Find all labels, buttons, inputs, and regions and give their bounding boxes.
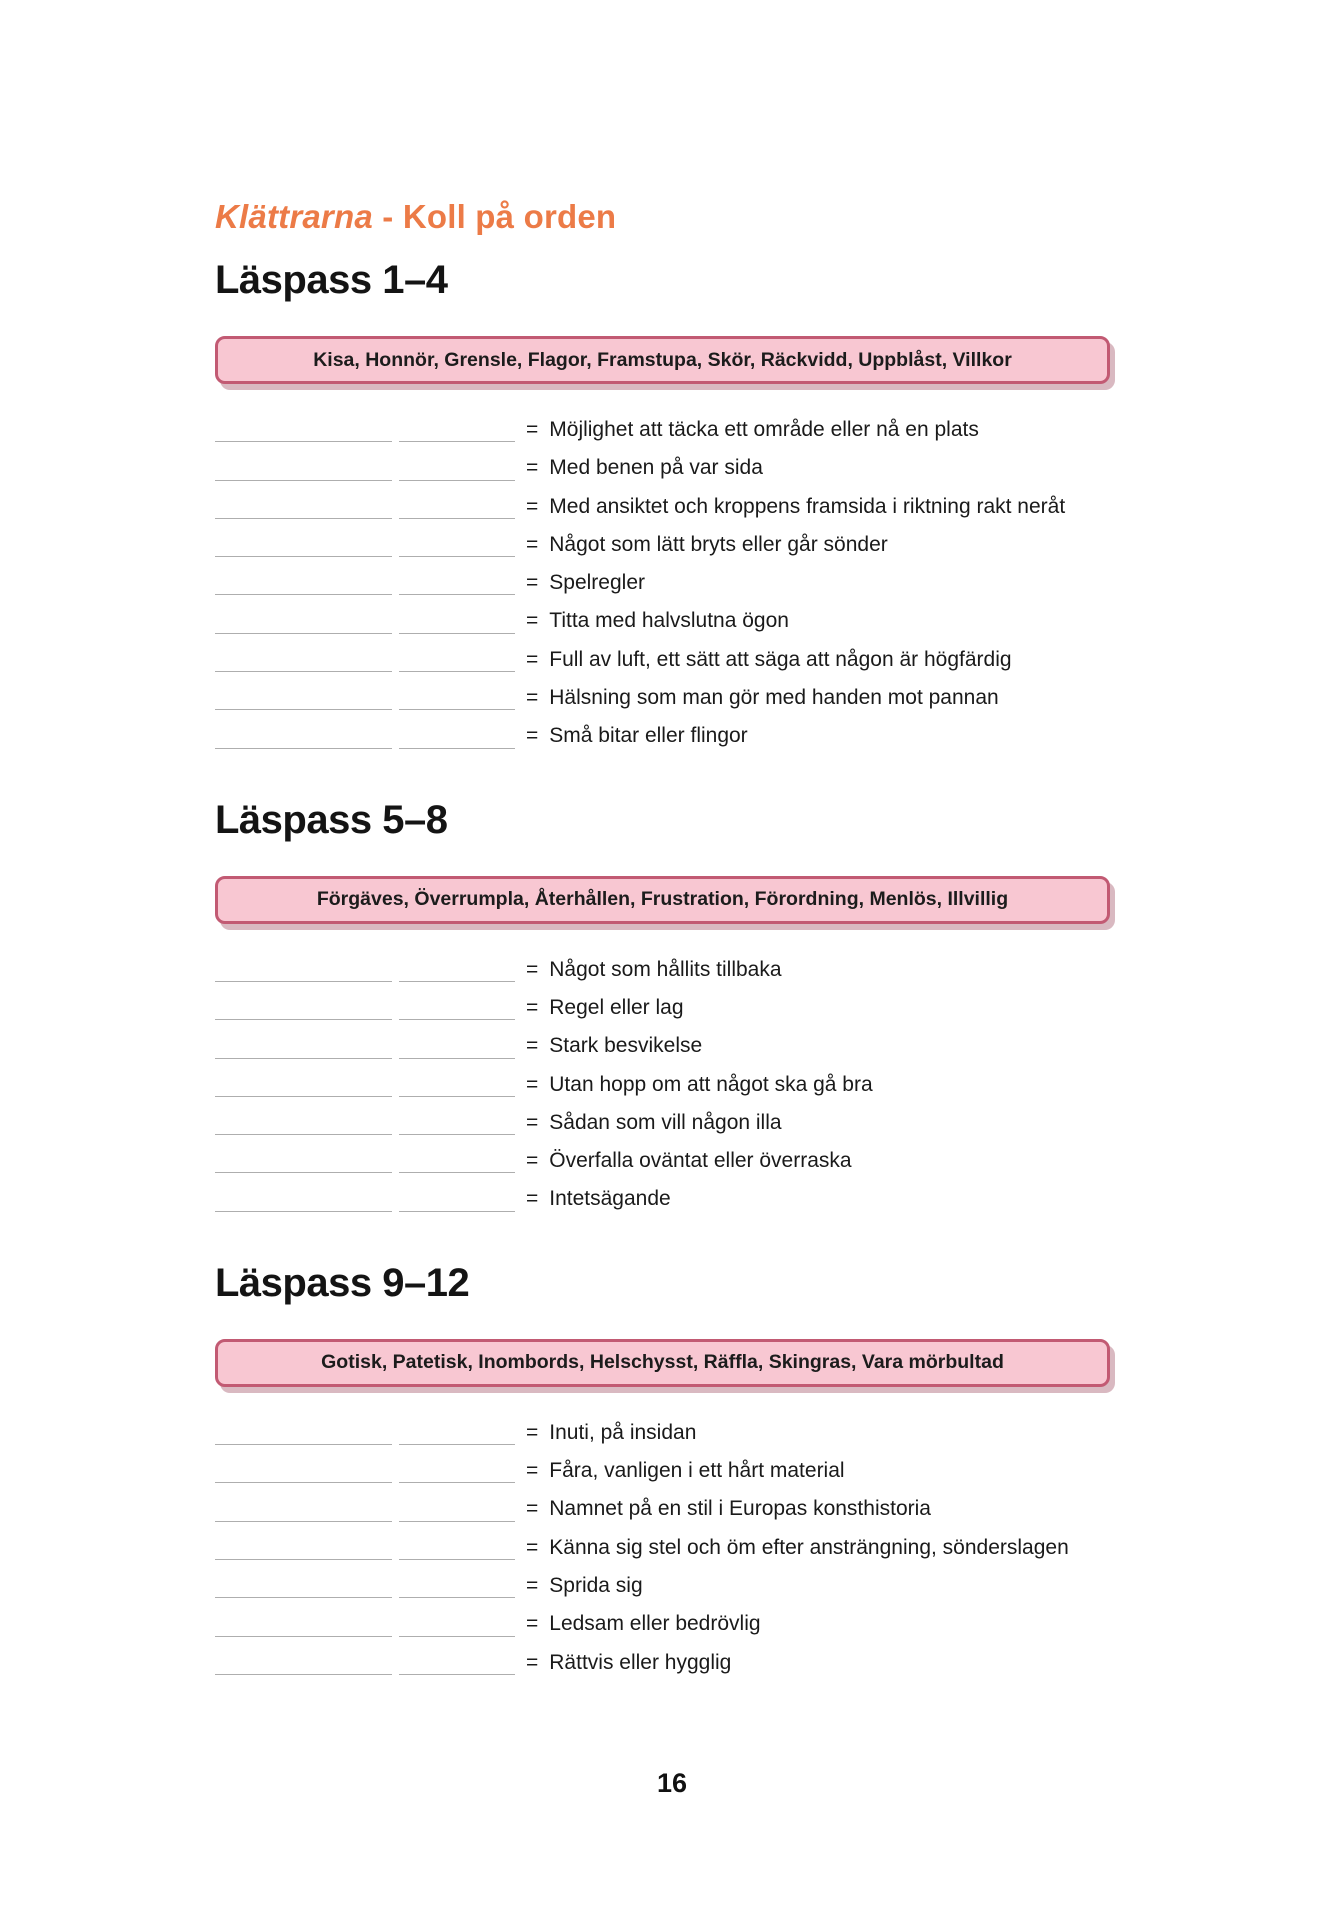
definition-row [215, 1452, 1115, 1490]
answer-blank-line [215, 1529, 515, 1567]
blank-line-segment [399, 555, 515, 557]
equals-sign: = [526, 1420, 539, 1444]
definition-text: Spelregler [549, 571, 645, 595]
blank-line-segment [215, 1095, 392, 1097]
definition-row [215, 1529, 1115, 1567]
answer-blank-line [215, 717, 515, 755]
laspass-section [215, 258, 1115, 756]
definition-row [215, 1567, 1115, 1605]
answer-blank-line [215, 1605, 515, 1643]
blank-line-segment [399, 1558, 515, 1560]
definitions-list [215, 411, 1115, 756]
equals-sign: = [526, 995, 539, 1019]
blank-line-segment [215, 1171, 392, 1173]
page-title-suffix: - Koll på orden [372, 198, 617, 235]
definition-text: Känna sig stel och öm efter ansträngning, sönderslagen [549, 1535, 1069, 1559]
page-title-book-name: Klättrarna [215, 198, 373, 235]
equals-sign: = [526, 686, 539, 710]
definition-text: Rättvis eller hygglig [549, 1650, 732, 1674]
blank-line-segment [215, 440, 392, 442]
definition-row [215, 1180, 1115, 1218]
definitions-list [215, 1414, 1115, 1682]
answer-blank-line [215, 1104, 515, 1142]
definition-text: Full av luft, ett sätt att säga att någon är högfärdig [549, 647, 1012, 671]
answer-blank-line [215, 602, 515, 640]
blank-line-segment [399, 747, 515, 749]
equals-sign: = [526, 957, 539, 981]
blank-line-segment [215, 632, 392, 634]
definition-row [215, 488, 1115, 526]
definition-row [215, 1104, 1115, 1142]
blank-line-segment [215, 1443, 392, 1445]
blank-line-segment [215, 1018, 392, 1020]
word-bank-box [215, 336, 1110, 384]
answer-blank-line [215, 526, 515, 564]
answer-blank-line [215, 449, 515, 487]
definition-text: Fåra, vanligen i ett hårt material [549, 1459, 845, 1483]
blank-line-segment [399, 440, 515, 442]
definition-text: Inuti, på insidan [549, 1420, 697, 1444]
laspass-section [215, 1261, 1115, 1682]
definition-text: Överfalla oväntat eller överraska [549, 1149, 852, 1173]
definition-text: Sprida sig [549, 1573, 643, 1597]
blank-line-segment [215, 517, 392, 519]
definition-row [215, 1644, 1115, 1682]
definition-text: Sådan som vill någon illa [549, 1110, 782, 1134]
definition-row [215, 1027, 1115, 1065]
word-bank-text: Gotisk, Patetisk, Inombords, Helschysst, Räffla, Skingras, Vara mörbultad [321, 1351, 1004, 1374]
worksheet-content [215, 198, 1115, 1724]
answer-blank-line [215, 1066, 515, 1104]
answer-blank-line [215, 1414, 515, 1452]
blank-line-segment [399, 1520, 515, 1522]
definition-row [215, 1142, 1115, 1180]
definition-row [215, 449, 1115, 487]
definition-text: Något som hållits tillbaka [549, 957, 782, 981]
blank-line-segment [215, 1057, 392, 1059]
blank-line-segment [215, 1635, 392, 1637]
blank-line-segment [215, 980, 392, 982]
blank-line-segment [399, 593, 515, 595]
equals-sign: = [526, 1535, 539, 1559]
blank-line-segment [399, 1635, 515, 1637]
definition-text: Titta med halvslutna ögon [549, 609, 789, 633]
blank-line-segment [399, 1443, 515, 1445]
definition-row [215, 1490, 1115, 1528]
blank-line-segment [215, 479, 392, 481]
equals-sign: = [526, 647, 539, 671]
blank-line-segment [399, 1018, 515, 1020]
blank-line-segment [215, 670, 392, 672]
equals-sign: = [526, 571, 539, 595]
answer-blank-line [215, 411, 515, 449]
answer-blank-line [215, 1490, 515, 1528]
blank-line-segment [399, 479, 515, 481]
blank-line-segment [215, 1520, 392, 1522]
blank-line-segment [399, 670, 515, 672]
equals-sign: = [526, 1497, 539, 1521]
definition-row [215, 1605, 1115, 1643]
equals-sign: = [526, 1573, 539, 1597]
blank-line-segment [399, 1210, 515, 1212]
blank-line-segment [215, 1558, 392, 1560]
definition-row [215, 989, 1115, 1027]
blank-line-segment [399, 517, 515, 519]
blank-line-segment [399, 1057, 515, 1059]
answer-blank-line [215, 641, 515, 679]
answer-blank-line [215, 951, 515, 989]
answer-blank-line [215, 1027, 515, 1065]
word-bank-text: Förgäves, Överrumpla, Återhållen, Frustration, Förordning, Menlös, Illvillig [316, 888, 1009, 911]
blank-line-segment [215, 747, 392, 749]
definition-text: Stark besvikelse [549, 1034, 703, 1058]
equals-sign: = [526, 609, 539, 633]
word-bank-text: Kisa, Honnör, Grensle, Flagor, Framstupa, Skör, Räckvidd, Uppblåst, Villkor [313, 348, 1012, 371]
blank-line-segment [215, 708, 392, 710]
page-number: 16 [656, 1768, 688, 1798]
definition-text: Namnet på en stil i Europas konsthistoria [549, 1497, 931, 1521]
definition-text: Med benen på var sida [549, 456, 763, 480]
blank-line-segment [399, 1171, 515, 1173]
definition-row [215, 411, 1115, 449]
blank-line-segment [215, 555, 392, 557]
definition-text: Ledsam eller bedrövlig [549, 1612, 761, 1636]
definition-text: Utan hopp om att något ska gå bra [549, 1072, 873, 1096]
equals-sign: = [526, 532, 539, 556]
equals-sign: = [526, 1612, 539, 1636]
definition-row [215, 1414, 1115, 1452]
blank-line-segment [399, 980, 515, 982]
definition-row [215, 717, 1115, 755]
definition-text: Hälsning som man gör med handen mot pannan [549, 686, 999, 710]
definitions-list [215, 951, 1115, 1219]
answer-blank-line [215, 1567, 515, 1605]
blank-line-segment [215, 1133, 392, 1135]
answer-blank-line [215, 564, 515, 602]
section-heading: Läspass 9–12 [215, 1260, 470, 1305]
answer-blank-line [215, 989, 515, 1027]
blank-line-segment [399, 1095, 515, 1097]
equals-sign: = [526, 456, 539, 480]
definition-row [215, 951, 1115, 989]
definition-text: Möjlighet att täcka ett område eller nå en plats [549, 418, 979, 441]
section-heading: Läspass 5–8 [215, 797, 448, 842]
definition-row [215, 602, 1115, 640]
blank-line-segment [215, 1481, 392, 1483]
equals-sign: = [526, 724, 539, 748]
blank-line-segment [215, 1210, 392, 1212]
definition-row [215, 641, 1115, 679]
definition-row [215, 679, 1115, 717]
blank-line-segment [215, 1673, 392, 1675]
blank-line-segment [399, 1673, 515, 1675]
equals-sign: = [526, 1110, 539, 1134]
definition-text: Regel eller lag [549, 995, 684, 1019]
answer-blank-line [215, 1180, 515, 1218]
blank-line-segment [399, 632, 515, 634]
equals-sign: = [526, 1187, 539, 1211]
definition-text: Intetsägande [549, 1187, 671, 1211]
blank-line-segment [399, 1481, 515, 1483]
blank-line-segment [399, 1133, 515, 1135]
sections-container [215, 258, 1115, 1682]
definition-row [215, 1066, 1115, 1104]
page-title [215, 198, 1115, 236]
laspass-section [215, 798, 1115, 1219]
equals-sign: = [526, 1459, 539, 1483]
blank-line-segment [215, 593, 392, 595]
definition-text: Med ansiktet och kroppens framsida i riktning rakt neråt [549, 494, 1066, 518]
equals-sign: = [526, 1149, 539, 1173]
answer-blank-line [215, 1452, 515, 1490]
equals-sign: = [526, 494, 539, 518]
definition-row [215, 564, 1115, 602]
section-heading: Läspass 1–4 [215, 258, 448, 302]
word-bank-box [215, 876, 1110, 924]
answer-blank-line [215, 1644, 515, 1682]
word-bank-box [215, 1339, 1110, 1387]
blank-line-segment [215, 1596, 392, 1598]
blank-line-segment [399, 1596, 515, 1598]
answer-blank-line [215, 488, 515, 526]
equals-sign: = [526, 1072, 539, 1096]
definition-text: Något som lätt bryts eller går sönder [549, 532, 888, 556]
blank-line-segment [399, 708, 515, 710]
definition-row [215, 526, 1115, 564]
equals-sign: = [526, 418, 539, 441]
equals-sign: = [526, 1034, 539, 1058]
answer-blank-line [215, 679, 515, 717]
equals-sign: = [526, 1650, 539, 1674]
definition-text: Små bitar eller flingor [549, 724, 748, 748]
answer-blank-line [215, 1142, 515, 1180]
